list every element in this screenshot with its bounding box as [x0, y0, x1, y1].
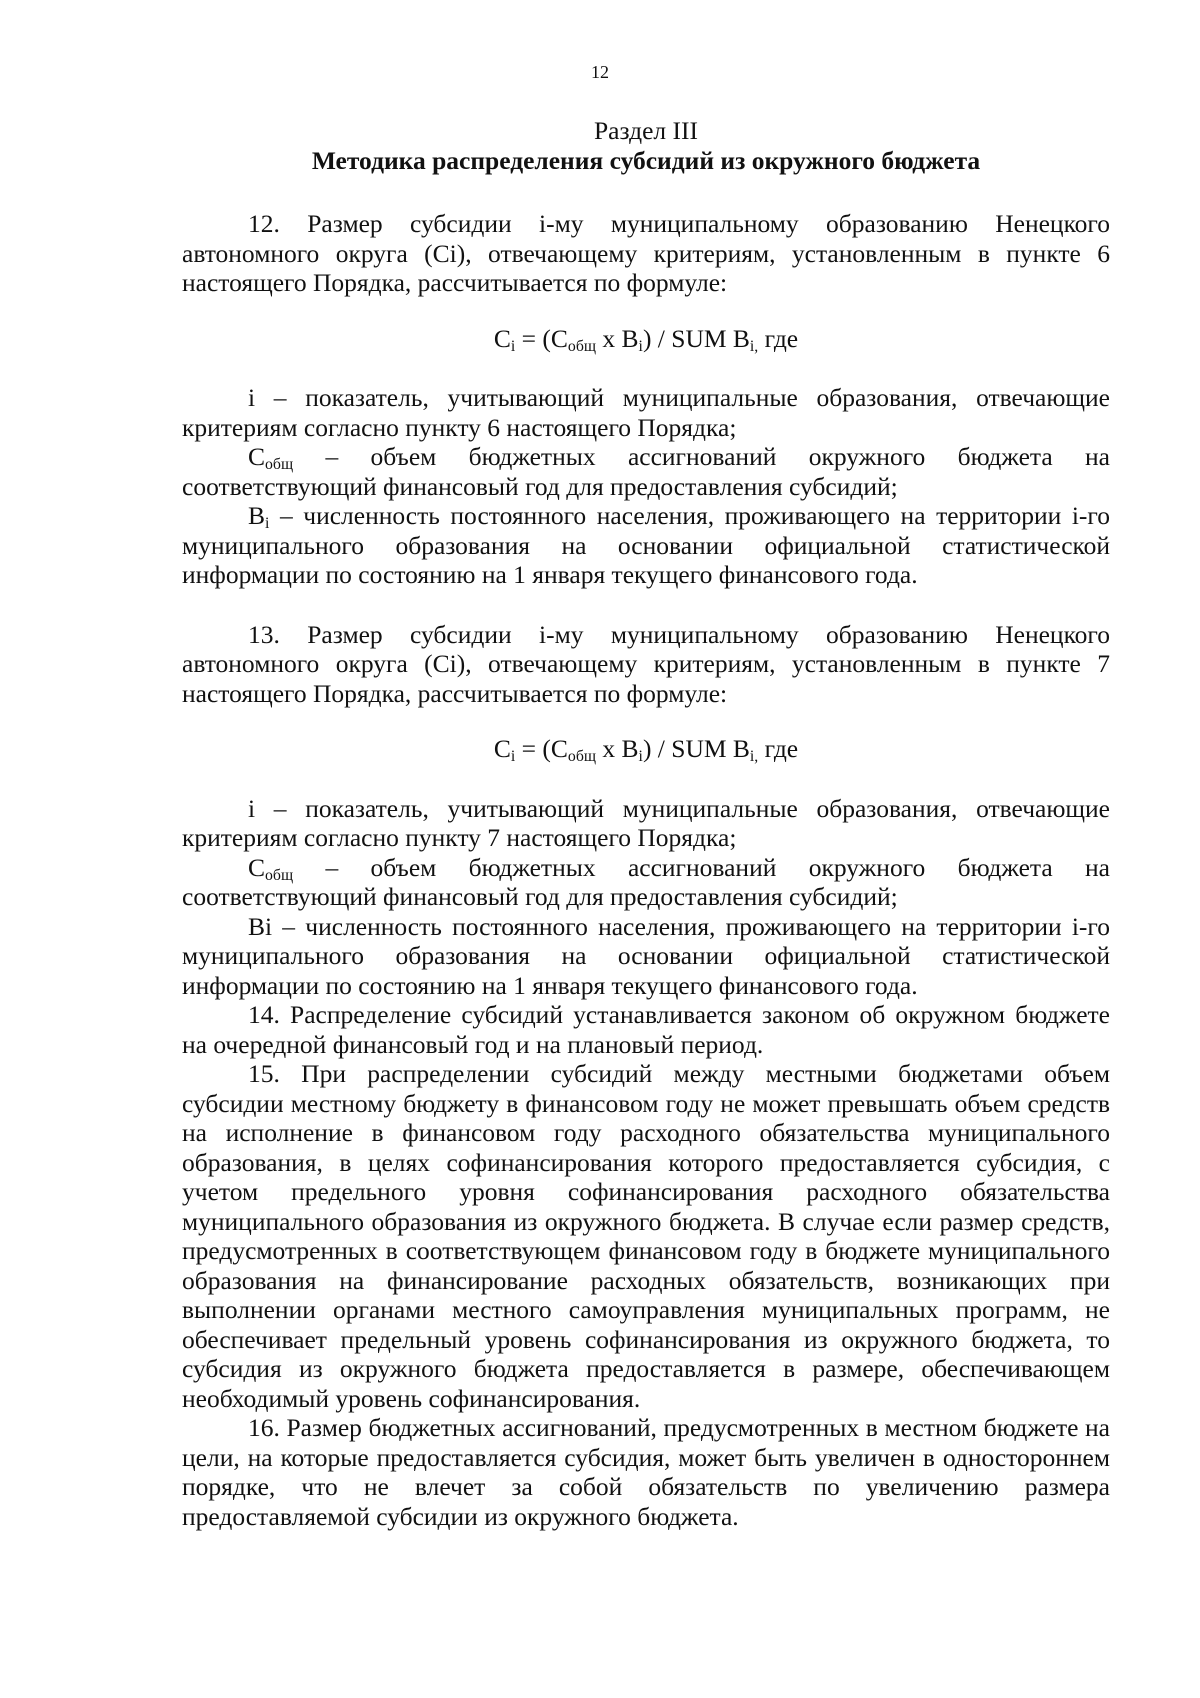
clause-13-def-i: i – показатель, учитывающий муниципальные образования, отвечающие критериям согласно пункту 7 настоящего Порядка; [182, 793, 1110, 852]
formula-c: C [493, 323, 511, 353]
formula-c: C [493, 734, 511, 763]
formula-tail: где [758, 323, 799, 353]
clause-13-def-b: Bi – численность постоянного населения, проживающего на территории i-го муниципального образования на основании официальной статистической информации по состоянию на 1 января текущего финансового года. [182, 911, 1110, 1000]
clause-12-formula [182, 324, 1110, 354]
clause-13-intro: 13. Размер субсидии i-му муниципальному образованию Ненецкого автономного округа (Ci), отвечающему критериям, установленным в пункте 7 настоящего Порядка, рассчитывается по формуле: [182, 619, 1110, 708]
section-title: Раздел III [594, 116, 698, 145]
def-c-text: – объем бюджетных ассигнований окружного бюджета на соответствующий финансовый год для предоставления субсидий; [182, 442, 1110, 501]
clause-12-def-i: i – показатель, учитывающий муниципальные образования, отвечающие критериям согласно пункту 6 настоящего Порядка; [182, 383, 1110, 442]
def-b-text: – численность постоянного населения, проживающего на территории i-го муниципального образования на основании официальной статистической информации по состоянию на 1 января текущего финансового года. [182, 501, 1110, 589]
formula-x-b: x B [596, 323, 639, 353]
formula-sum-sub: i, [749, 337, 759, 355]
clause-13-formula [182, 734, 1110, 764]
def-c-sub: общ [265, 866, 294, 884]
def-b-prefix: B [248, 501, 266, 530]
formula-eq-open: = (C [515, 323, 568, 353]
formula-tail: где [758, 734, 799, 763]
clause-13-def-c [182, 853, 1110, 912]
clause-15: 15. При распределении субсидий между местными бюджетами объем субсидии местному бюджету в финансовом году не может превышать объем средств на исполнение в финансовом году расходного обязательства муниципального образования, в целях софинансирования которого предоставляется субсидия, с учетом предельного уровня софинансирования расходного обязательства муниципального образования из окружного бюджета. В случае если размер средств, предусмотренных в соответствующем финансовом году в бюджете муниципального образования на финансирование расходных обязательств, возникающих при выполнении органами местного самоуправления муниципальных программ, не обеспечивает предельный уровень софинансирования из окружного бюджета, то субсидия из окружного бюджета предоставляется в размере, обеспечивающем необходимый уровень софинансирования. [182, 1059, 1110, 1413]
formula-close-sum: ) / SUM B [642, 323, 750, 353]
clause-12-def-c [182, 442, 1110, 501]
formula-c-sub: i [510, 337, 516, 355]
formula-eq-open: = (C [515, 734, 568, 763]
page-number: 12 [591, 62, 609, 82]
formula-close-sum: ) / SUM B [642, 734, 750, 763]
section-heading: Методика распределения субсидий из окружного бюджета [311, 145, 981, 175]
clause-12-intro: 12. Размер субсидии i-му муниципальному образованию Ненецкого автономного округа (Ci), отвечающему критериям, установленным в пункте 6 настоящего Порядка, рассчитывается по формуле: [182, 209, 1110, 297]
formula-b-sub: i [638, 337, 643, 355]
def-c-prefix: C [248, 442, 266, 471]
clause-16: 16. Размер бюджетных ассигнований, предусмотренных в местном бюджете на цели, на которые предоставляется субсидия, может быть увеличен в одностороннем порядке, что не влечет за собой обязательств по увеличению размера предоставляемой субсидии из окружного бюджета. [182, 1413, 1110, 1531]
formula-cobsh-sub: общ [567, 747, 597, 765]
formula-sum-sub: i, [749, 747, 759, 765]
formula-b-sub: i [638, 747, 643, 765]
document-body [182, 116, 1110, 1531]
formula-x-b: x B [596, 734, 639, 763]
def-c-sub: общ [265, 455, 294, 473]
def-b-sub: i [265, 514, 270, 532]
clause-14: 14. Распределение субсидий устанавливается законом об окружном бюджете на очередной финансовый год и на плановый период. [182, 1000, 1110, 1059]
def-c-text: – объем бюджетных ассигнований окружного бюджета на соответствующий финансовый год для предоставления субсидий; [182, 852, 1110, 911]
formula-cobsh-sub: общ [567, 337, 597, 355]
clause-12-def-b [182, 501, 1110, 590]
formula-c-sub: i [510, 747, 516, 765]
def-c-prefix: C [248, 852, 266, 882]
